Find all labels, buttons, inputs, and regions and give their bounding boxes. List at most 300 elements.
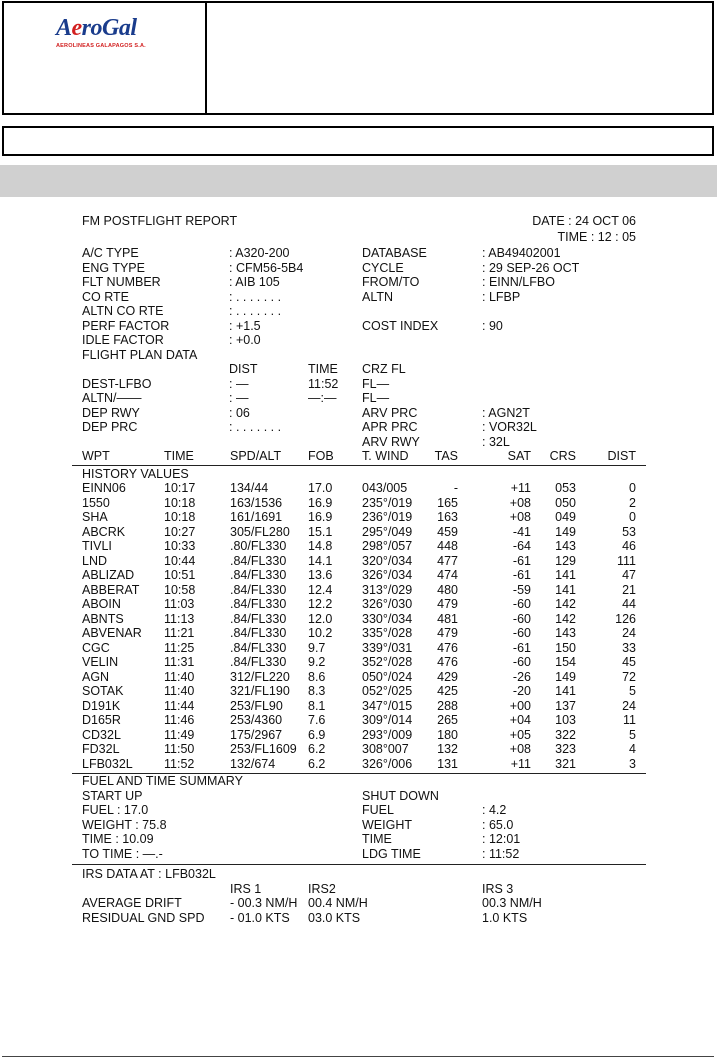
table-cell: 11:25 (164, 640, 195, 655)
table-cell: 72 (622, 669, 636, 684)
info-cell: DATABASE (362, 246, 427, 260)
report-date: DATE : 24 OCT 06 (532, 214, 636, 228)
table-cell: SOTAK (82, 684, 124, 698)
document-header (2, 1, 714, 115)
table-cell: -61 (512, 640, 531, 655)
column-header: CRS (549, 449, 576, 463)
info-cell: ALTN CO RTE (82, 304, 164, 318)
fp-row (82, 420, 642, 435)
table-cell: 481 (437, 611, 458, 626)
table-cell: AGN (82, 669, 110, 684)
table-cell: 11:21 (164, 626, 195, 640)
table-cell: 479 (437, 597, 458, 611)
fuel-value: : 4.2 (482, 803, 507, 817)
table-cell: 330°/034 (362, 611, 413, 626)
table-cell: 295°/049 (362, 524, 413, 539)
table-cell: 129 (555, 553, 576, 568)
fp-label: DEP RWY (82, 405, 140, 420)
table-cell: 479 (437, 626, 458, 640)
irs1-value: - 01.0 KTS (230, 910, 290, 925)
fuel-row (82, 832, 642, 847)
info-cell: : +1.5 (229, 318, 261, 333)
irs-label: AVERAGE DRIFT (82, 896, 182, 910)
table-cell: 10:18 (164, 510, 196, 524)
history-label: HISTORY VALUES (82, 466, 189, 481)
info-cell: : . . . . . . . (229, 289, 282, 304)
table-cell: 11:50 (164, 742, 195, 756)
column-header: SAT (507, 449, 531, 463)
table-cell: 10:27 (164, 524, 196, 539)
table-row (82, 670, 642, 685)
table-row (82, 626, 642, 641)
table-cell: .84/FL330 (230, 553, 287, 568)
table-cell: 14.8 (308, 539, 333, 553)
table-cell: 459 (437, 524, 458, 539)
table-cell: 15.1 (308, 524, 333, 539)
irs3-value: 00.3 NM/H (482, 896, 542, 910)
fp-dist: : . . . . . . . (229, 420, 282, 434)
table-cell: 12.2 (308, 597, 333, 611)
table-cell: 8.1 (308, 698, 326, 713)
table-cell: 163/1536 (230, 495, 283, 510)
table-cell: 150 (555, 640, 576, 655)
fp-dist: : — (229, 391, 249, 405)
table-row (82, 597, 642, 612)
table-row (82, 525, 642, 540)
fp-value: : VOR32L (482, 420, 537, 434)
info-cell: : AB49402001 (482, 246, 561, 260)
table-cell: 053 (555, 481, 576, 495)
table-cell: 163 (437, 510, 458, 524)
table-cell: -60 (512, 611, 531, 626)
fp-value: : AGN2T (482, 405, 530, 420)
table-cell: 33 (622, 640, 636, 655)
table-cell: -64 (512, 539, 531, 553)
table-cell: .84/FL330 (230, 582, 287, 597)
table-cell: 8.3 (308, 684, 326, 698)
column-header: TAS (434, 449, 458, 463)
table-cell: 10:51 (164, 568, 196, 582)
table-cell: 13.6 (308, 568, 333, 582)
fp-crz: APR PRC (362, 420, 418, 434)
info-row (82, 304, 642, 319)
table-cell: 175/2967 (230, 727, 283, 742)
table-cell: 10:17 (164, 481, 196, 495)
info-section (82, 246, 642, 362)
table-cell: 6.9 (308, 727, 326, 742)
info-cell: : AIB 105 (229, 275, 280, 289)
fp-row (82, 391, 642, 406)
table-cell: 339°/031 (362, 640, 413, 655)
fuel-start: FUEL : 17.0 (82, 803, 149, 817)
table-row (82, 757, 642, 772)
info-row (82, 275, 642, 290)
fuel-section (82, 789, 642, 862)
table-cell: 6.2 (308, 742, 326, 756)
table-row (82, 568, 642, 583)
table-cell: 326°/030 (362, 597, 413, 611)
table-cell: .84/FL330 (230, 640, 287, 655)
table-cell: -41 (512, 524, 531, 539)
table-cell: -61 (512, 553, 531, 568)
table-cell: +11 (510, 756, 531, 771)
divider-line (72, 465, 646, 466)
irs-title-row (82, 867, 642, 882)
table-cell: 11:31 (164, 655, 195, 669)
table-cell: 313°/029 (362, 582, 413, 597)
table-cell: 322 (555, 727, 576, 742)
fuel-row (82, 818, 642, 833)
table-cell: 1550 (82, 495, 110, 510)
fuel-row (82, 803, 642, 818)
table-cell: .84/FL330 (230, 568, 287, 582)
fp-row (82, 406, 642, 421)
fp-row (82, 377, 642, 392)
table-row (82, 684, 642, 699)
table-cell: +08 (509, 510, 531, 524)
table-cell: 180 (437, 727, 458, 742)
fuel-start: START UP (82, 788, 143, 803)
column-header: DIST (607, 449, 636, 463)
table-cell: 6.2 (308, 756, 326, 771)
table-cell: 10.2 (308, 626, 333, 640)
table-cell: .84/FL330 (230, 597, 287, 611)
fuel-row (82, 789, 642, 804)
report-title: FM POSTFLIGHT REPORT (82, 214, 238, 228)
table-cell: -59 (512, 582, 531, 597)
fp-header (82, 362, 642, 377)
table-row (82, 612, 642, 627)
irs-title: IRS DATA AT : LFB032L (82, 867, 216, 881)
table-cell: -20 (512, 684, 531, 698)
table-cell: -60 (512, 597, 531, 611)
fp-value: : 32L (482, 434, 510, 449)
info-row (82, 261, 642, 276)
table-cell: 4 (629, 742, 636, 756)
table-cell: 11:40 (164, 684, 195, 698)
table-row (82, 496, 642, 511)
table-row (82, 481, 642, 496)
info-cell: : A320-200 (229, 246, 290, 260)
table-cell: 323 (555, 742, 576, 756)
table-cell: 24 (622, 626, 636, 640)
info-cell: A/C TYPE (82, 246, 139, 260)
table-cell: 312/FL220 (230, 669, 290, 684)
table-cell: 2 (629, 495, 636, 510)
table-cell: -26 (512, 669, 531, 684)
table-cell: 11:49 (164, 727, 195, 742)
irs-row (82, 911, 642, 926)
table-cell: .84/FL330 (230, 626, 287, 640)
table-cell: LFB032L (82, 756, 133, 771)
table-cell: 477 (437, 553, 458, 568)
table-cell: 265 (437, 713, 458, 727)
table-row (82, 713, 642, 728)
table-cell: 143 (555, 626, 576, 640)
table-cell: 0 (629, 481, 636, 495)
table-cell: 10:58 (164, 582, 196, 597)
table-cell: +11 (510, 481, 531, 495)
info-cell: PERF FACTOR (82, 318, 170, 333)
fp-dist: : 06 (229, 405, 250, 420)
table-cell: 308°007 (362, 742, 409, 756)
info-row (82, 290, 642, 305)
table-cell: 9.2 (308, 655, 326, 669)
fp-crz: ARV RWY (362, 434, 420, 449)
table-cell: 143 (555, 539, 576, 553)
fp-dist: : — (229, 376, 249, 391)
table-cell: ABLIZAD (82, 568, 135, 582)
table-cell: CD32L (82, 727, 121, 742)
table-row (82, 728, 642, 743)
table-cell: D191K (82, 698, 121, 713)
irs1-value: - 00.3 NM/H (230, 896, 298, 910)
table-cell: 253/FL1609 (230, 742, 297, 756)
time-row (82, 230, 642, 246)
logo-subtitle: AEROLINEAS GALAPAGOS S.A. (56, 43, 146, 49)
table-cell: 17.0 (308, 481, 333, 495)
table-cell: 137 (555, 698, 576, 713)
table-cell: 347°/015 (362, 698, 413, 713)
table-cell: 5 (629, 684, 636, 698)
table-cell: 11 (623, 713, 636, 727)
table-cell: 8.6 (308, 669, 326, 684)
postflight-report (82, 214, 642, 925)
table-cell: .84/FL330 (230, 611, 287, 626)
table-cell: -61 (512, 568, 531, 582)
table-cell: 53 (622, 524, 636, 539)
table-cell: 321/FL190 (230, 684, 290, 698)
fp-time: —:— (308, 391, 337, 405)
irs1-value: IRS 1 (230, 881, 262, 896)
info-row (82, 348, 642, 363)
table-cell: 3 (629, 756, 636, 771)
table-cell: 10:44 (164, 553, 196, 568)
table-cell: ABCRK (82, 524, 126, 539)
flight-plan-section (82, 377, 642, 450)
table-cell: 24 (622, 698, 636, 713)
table-cell: 476 (437, 655, 458, 669)
info-cell: COST INDEX (362, 318, 439, 333)
table-cell: 134/44 (230, 481, 269, 495)
irs-row (82, 896, 642, 911)
table-cell: 043/005 (362, 481, 408, 495)
table-cell: 5 (629, 727, 636, 742)
table-cell: 049 (555, 510, 576, 524)
irs-section (82, 882, 642, 926)
table-cell: 149 (555, 524, 576, 539)
table-row (82, 641, 642, 656)
fuel-key: SHUT DOWN (362, 788, 439, 803)
column-header: SPD/ALT (230, 449, 282, 463)
table-cell: 132 (437, 742, 458, 756)
column-header: WPT (82, 449, 110, 463)
divider-line (72, 864, 646, 865)
table-cell: 12.4 (308, 582, 333, 597)
table-row (82, 510, 642, 525)
table-cell: 474 (437, 568, 458, 582)
irs-label: RESIDUAL GND SPD (82, 910, 205, 925)
divider-line (72, 773, 646, 774)
column-header: TIME (164, 449, 194, 463)
table-cell: 050°/024 (362, 669, 413, 684)
history-label-row (82, 467, 642, 482)
table-cell: ABBERAT (82, 582, 140, 597)
report-time: TIME : 12 : 05 (557, 230, 636, 244)
table-cell: 293°/009 (362, 727, 413, 742)
table-cell: 11:40 (164, 669, 195, 684)
info-cell: : CFM56-5B4 (229, 260, 304, 275)
table-cell: FD32L (82, 742, 120, 756)
info-cell: : +0.0 (229, 333, 261, 347)
table-cell: -60 (512, 626, 531, 640)
page-bottom-line (2, 1056, 714, 1057)
table-cell: 11:46 (164, 713, 195, 727)
table-cell: 352°/028 (362, 655, 413, 669)
fp-dist-header: DIST (229, 362, 258, 376)
fp-crz: ARV PRC (362, 405, 418, 420)
table-cell: 11:52 (164, 756, 195, 771)
fp-label: DEP PRC (82, 420, 138, 434)
info-row (82, 333, 642, 348)
table-cell: SHA (82, 510, 108, 524)
table-header (82, 449, 642, 464)
table-cell: 154 (555, 655, 576, 669)
table-cell: 11:13 (164, 611, 195, 626)
table-row (82, 583, 642, 598)
table-cell: 480 (437, 582, 458, 597)
table-cell: 9.7 (308, 640, 326, 655)
info-cell: : 90 (482, 318, 503, 333)
table-cell: 320°/034 (362, 553, 413, 568)
table-cell: 45 (622, 655, 636, 669)
fp-label: DEST-LFBO (82, 376, 152, 391)
info-cell: FROM/TO (362, 275, 420, 289)
table-cell: 11:03 (164, 597, 195, 611)
table-cell: 141 (555, 582, 576, 597)
table-cell: 253/FL90 (230, 698, 283, 713)
table-cell: 103 (555, 713, 576, 727)
fuel-key: LDG TIME (362, 846, 421, 861)
table-cell: 448 (437, 539, 458, 553)
table-cell: 236°/019 (362, 510, 413, 524)
table-cell: 235°/019 (362, 495, 413, 510)
table-cell: LND (82, 553, 108, 568)
table-cell: .84/FL330 (230, 655, 287, 669)
table-cell: 132/674 (230, 756, 276, 771)
irs2-value: IRS2 (308, 881, 336, 896)
fuel-start: WEIGHT : 75.8 (82, 817, 167, 832)
table-cell: 21 (622, 582, 636, 597)
column-header: T. WIND (362, 449, 409, 463)
table-cell: VELIN (82, 655, 119, 669)
fuel-value: : 12:01 (482, 832, 521, 846)
table-cell: 111 (616, 553, 636, 568)
info-cell: IDLE FACTOR (82, 333, 164, 347)
table-cell: 11:44 (164, 698, 195, 713)
fp-row (82, 435, 642, 450)
irs3-value: IRS 3 (482, 881, 514, 896)
column-header: FOB (308, 449, 334, 463)
table-cell: +00 (509, 698, 531, 713)
table-cell: - (453, 481, 458, 495)
fuel-title: FUEL AND TIME SUMMARY (82, 774, 243, 788)
logo-cell (4, 3, 207, 113)
fuel-start: TIME : 10.09 (82, 832, 154, 846)
table-row (82, 742, 642, 757)
table-cell: 12.0 (308, 611, 333, 626)
info-cell: : EINN/LFBO (482, 275, 555, 289)
table-cell: 309°/014 (362, 713, 413, 727)
info-cell: CO RTE (82, 289, 129, 304)
fp-crz: FL— (362, 391, 390, 405)
table-cell: 10:33 (164, 539, 196, 553)
irs2-value: 03.0 KTS (308, 910, 361, 925)
table-cell: 321 (555, 756, 576, 771)
fuel-key: TIME (362, 832, 392, 846)
fuel-value: : 65.0 (482, 817, 514, 832)
title-row (82, 214, 642, 230)
aerogal-logo: AeroGal (56, 15, 137, 41)
table-row (82, 655, 642, 670)
irs-row (82, 882, 642, 897)
table-cell: 46 (622, 539, 636, 553)
fp-time: 11:52 (308, 376, 339, 391)
fuel-title-row (82, 774, 642, 789)
fp-label: ALTN/—— (82, 391, 142, 405)
fuel-value: : 11:52 (482, 846, 520, 861)
table-cell: TIVLI (82, 539, 112, 553)
table-cell: CGC (82, 640, 110, 655)
table-cell: 326°/034 (362, 568, 413, 582)
table-cell: +08 (509, 742, 531, 756)
table-cell: 165 (437, 495, 458, 510)
table-cell: 326°/006 (362, 756, 413, 771)
info-cell: : . . . . . . . (229, 304, 282, 318)
table-cell: D165R (82, 713, 121, 727)
table-row (82, 699, 642, 714)
table-row (82, 554, 642, 569)
table-cell: 126 (615, 611, 636, 626)
info-cell: FLT NUMBER (82, 275, 161, 289)
table-cell: 142 (555, 597, 576, 611)
table-cell: ABNTS (82, 611, 124, 626)
info-cell: : LFBP (482, 289, 521, 304)
table-cell: 149 (555, 669, 576, 684)
table-cell: +05 (509, 727, 531, 742)
irs2-value: 00.4 NM/H (308, 896, 368, 910)
info-row (82, 319, 642, 334)
table-cell: 425 (437, 684, 458, 698)
table-cell: 10:18 (164, 495, 196, 510)
table-cell: EINN06 (82, 481, 126, 495)
info-cell: ENG TYPE (82, 260, 145, 275)
table-cell: 47 (622, 568, 636, 582)
table-cell: -60 (512, 655, 531, 669)
fuel-start: TO TIME : —.- (82, 846, 163, 861)
fuel-key: WEIGHT (362, 817, 412, 832)
info-cell: ALTN (362, 289, 394, 304)
info-cell: : 29 SEP-26 OCT (482, 260, 580, 275)
table-cell: 14.1 (308, 553, 333, 568)
table-cell: 335°/028 (362, 626, 413, 640)
fuel-key: FUEL (362, 803, 394, 817)
table-cell: 476 (437, 640, 458, 655)
table-cell: 0 (629, 510, 636, 524)
table-cell: 141 (555, 684, 576, 698)
table-cell: 142 (555, 611, 576, 626)
info-row (82, 246, 642, 261)
